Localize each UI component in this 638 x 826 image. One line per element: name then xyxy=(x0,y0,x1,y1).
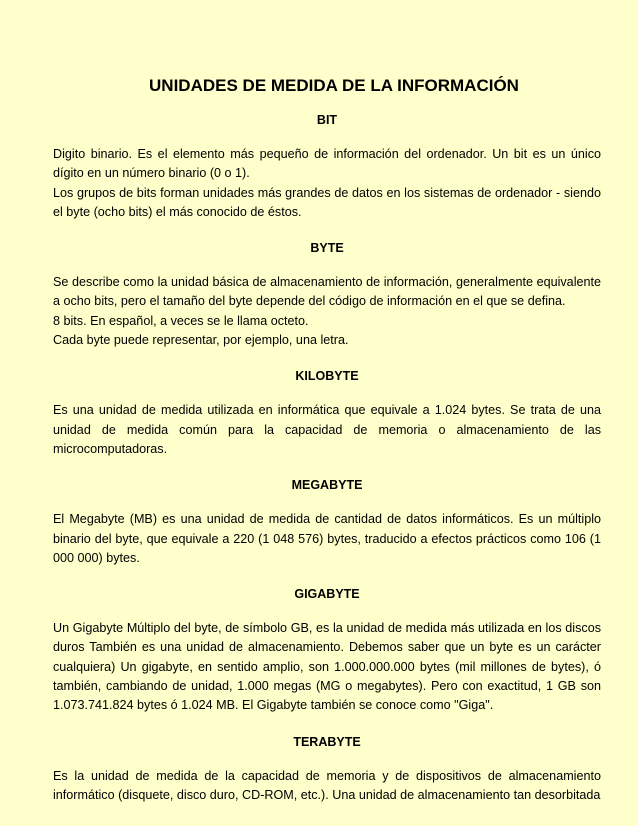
section-heading-megabyte: MEGABYTE xyxy=(291,478,363,493)
section-heading-bit: BIT xyxy=(316,113,338,127)
document-title: UNIDADES DE MEDIDA DE LA INFORMACIÓN xyxy=(149,76,519,95)
byte-paragraph-3: Cada byte puede representar, por ejemplo, una letra. xyxy=(53,333,349,348)
megabyte-paragraph-1: El Megabyte (MB) es una unidad de medida de cantidad de datos informáticos. Es un múltiplo binario del byte, que equivale a 220 (1 048 576) bytes, traducido a efectos prácticos como 106 (1 000 000) bytes. xyxy=(53,512,601,565)
gigabyte-paragraph-1: Un Gigabyte Múltiplo del byte, de símbolo GB, es la unidad de medida más utilizada en los discos duros También es una unidad de almacenamiento. Debemos saber que un byte es un carácter cualquiera) Un gigabyte, en sentido amplio, son 1.000.000.000 bytes (mil millones de bytes), ó también, cambiando de unidad, 1.000 megas (MG o megabytes). Pero con exactitud, 1 GB son 1.073.741.824 bytes ó 1.024 MB. El Gigabyte también se conoce como "Giga". xyxy=(53,621,601,713)
bit-paragraph-1: Digito binario. Es el elemento más pequeño de información del ordenador. Un bit es un único dígito en un número binario (0 o 1). xyxy=(53,147,601,181)
byte-paragraph-1: Se describe como la unidad básica de almacenamiento de información, generalmente equivalente a ocho bits, pero el tamaño del byte depende del código de información en el que se defina. xyxy=(53,275,601,309)
bit-paragraph-2: Los grupos de bits forman unidades más grandes de datos en los sistemas de ordenador - siendo el byte (ocho bits) el más conocido de éstos. xyxy=(53,185,601,219)
section-heading-kilobyte: KILOBYTE xyxy=(295,369,359,384)
section-heading-byte: BYTE xyxy=(310,241,344,256)
kilobyte-paragraph-1: Es una unidad de medida utilizada en informática que equivale a 1.024 bytes. Se trata de una unidad de medida común para la capacidad de memoria o almacenamiento de las microcomputadoras. xyxy=(53,403,601,456)
terabyte-paragraph-1: Es la unidad de medida de la capacidad de memoria y de dispositivos de almacenamiento informático (disquete, disco duro, CD-ROM, etc.). Una unidad de almacenamiento tan desorbitada xyxy=(53,768,601,802)
section-heading-gigabyte: GIGABYTE xyxy=(294,587,360,602)
byte-paragraph-2: 8 bits. En español, a veces se le llama octeto. xyxy=(53,313,309,328)
section-heading-terabyte: TERABYTE xyxy=(293,734,361,749)
